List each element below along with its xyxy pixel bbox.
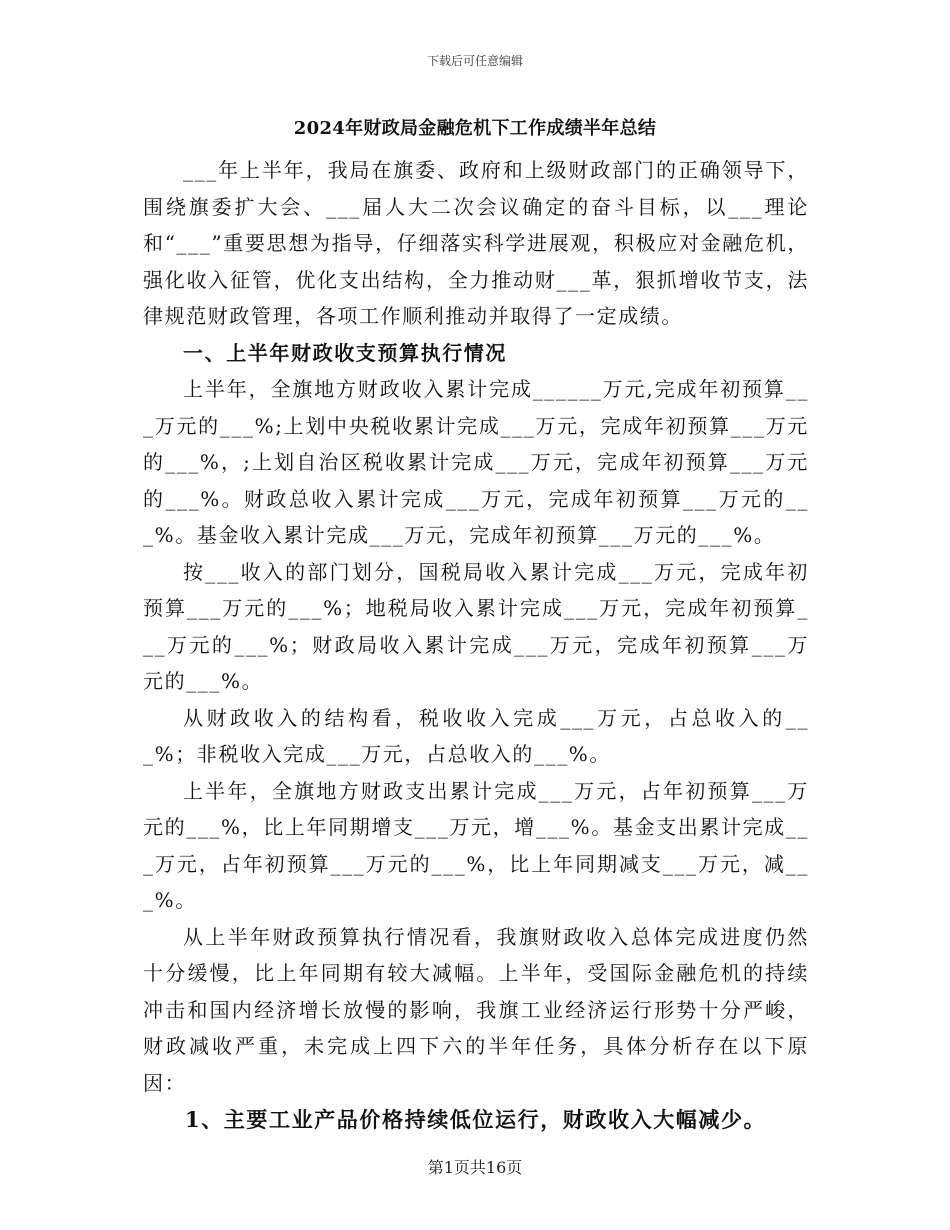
department-revenue-paragraph: 按___收入的部门划分，国税局收入累计完成___万元，完成年初预算___万元的___%；地税局收入累计完成___万元，完成年初预算___万元的___%；财政局收入累计完成___万元，完成年初预算___万元的___%。 xyxy=(143,559,809,693)
intro-paragraph: ___年上半年，我局在旗委、政府和上级财政部门的正确领导下，围绕旗委扩大会、___届人大二次会议确定的奋斗目标，以___理论和“___”重要思想为指导，仔细落实科学进展观，积极应对金融危机，强化收入征管，优化支出结构，全力推动财___革，狠抓增收节支，法律规范财政管理，各项工作顺利推动并取得了一定成绩。 xyxy=(143,158,809,328)
document-body xyxy=(143,152,809,1139)
revenue-structure-paragraph: 从财政收入的结构看，税收收入完成___万元，占总收入的___%；非税收入完成___万元，占总收入的___%。 xyxy=(143,705,809,766)
expenditure-paragraph: 上半年，全旗地方财政支出累计完成___万元，占年初预算___万元的___%，比上年同期增支___万元，增___%。基金支出累计完成___万元，占年初预算___万元的___%，比上年同期减支___万元，减___%。 xyxy=(143,778,809,912)
revenue-paragraph: 上半年，全旗地方财政收入累计完成______万元,完成年初预算___万元的___%;上划中央税收累计完成___万元，完成年初预算___万元的___%，;上划自治区税收累计完成___万元，完成年初预算___万元的___%。财政总收入累计完成___万元，完成年初预算___万元的___%。基金收入累计完成___万元，完成年初预算___万元的___%。 xyxy=(143,377,809,547)
header-note: 下载后可任意编辑 xyxy=(426,54,523,68)
analysis-paragraph: 从上半年财政预算执行情况看，我旗财政收入总体完成进度仍然十分缓慢，比上年同期有较大减幅。上半年，受国际金融危机的持续冲击和国内经济增长放慢的影响，我旗工业经济运行形势十分严峻，财政减收严重，未完成上四下六的半年任务，具体分析存在以下原因： xyxy=(143,924,809,1095)
section-heading: 一、上半年财政收支预算执行情况 xyxy=(183,340,507,365)
document-title: 2024年财政局金融危机下工作成绩半年总结 xyxy=(293,118,657,139)
subsection-heading: 1、主要工业产品价格持续低位运行，财政收入大幅减少。 xyxy=(185,1107,767,1132)
page-number: 第1页共16页 xyxy=(427,1158,523,1177)
